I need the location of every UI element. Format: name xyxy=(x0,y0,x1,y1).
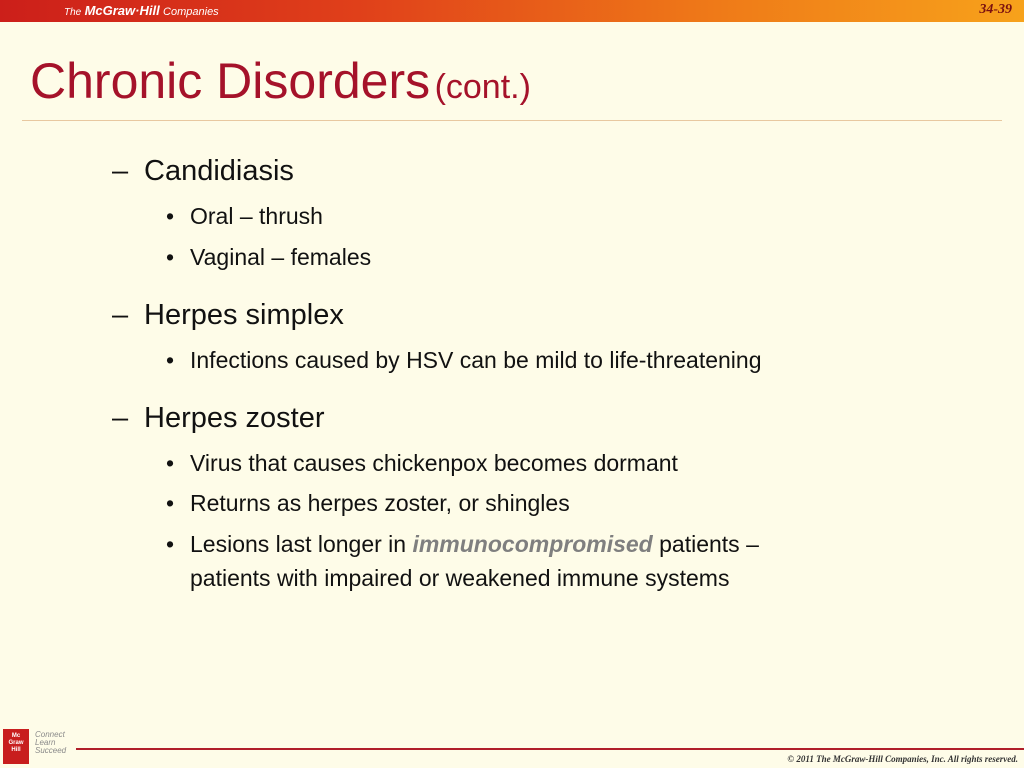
copyright-notice: © 2011 The McGraw-Hill Companies, Inc. All rights reserved. xyxy=(787,754,1018,764)
bullet-item xyxy=(166,450,678,477)
logo-line: Mc xyxy=(11,733,21,739)
title-main: Chronic Disorders xyxy=(30,53,431,109)
bullet-item-immunocompromised xyxy=(166,531,759,558)
bullet-text: Returns as herpes zoster, or shingles xyxy=(190,490,570,516)
footer-divider xyxy=(76,748,1024,750)
bullet-marker: • xyxy=(166,490,175,516)
bullet-continuation: patients with impaired or weakened immune systems xyxy=(190,565,730,591)
section-heading-herpes-zoster xyxy=(112,402,325,435)
bullet-item xyxy=(166,347,762,374)
bullet-text: Vaginal – females xyxy=(190,244,372,270)
bullet-text: Infections caused by HSV can be mild to life-threatening xyxy=(190,347,762,373)
bullet-marker: • xyxy=(166,450,175,476)
logo-line: Graw xyxy=(8,740,24,746)
brand-name: McGraw·Hill xyxy=(84,3,160,18)
bullet-marker: • xyxy=(166,531,175,557)
section-heading-text: Herpes zoster xyxy=(144,402,325,434)
emphasized-term: immunocompromised xyxy=(412,531,653,557)
tagline-line: Learn xyxy=(35,738,56,747)
bullet-text: Oral – thrush xyxy=(190,203,323,229)
dash-marker: – xyxy=(112,299,129,331)
bullet-item xyxy=(166,203,323,230)
bullet-text: patients – xyxy=(652,531,759,557)
bullet-item xyxy=(166,490,570,517)
section-heading-text: Herpes simplex xyxy=(144,299,344,331)
title-suffix: (cont.) xyxy=(434,68,531,106)
slide-number: 34-39 xyxy=(979,2,1012,17)
bullet-item xyxy=(166,244,371,271)
brand-suffix: Companies xyxy=(163,6,219,18)
brand-prefix: The xyxy=(64,7,82,18)
tagline-line: Connect xyxy=(35,730,65,739)
bullet-text: Lesions last longer in xyxy=(190,531,413,557)
section-heading-herpes-simplex xyxy=(112,299,344,332)
bullet-marker: • xyxy=(166,244,175,270)
dash-marker: – xyxy=(112,155,129,187)
logo-line: Hill xyxy=(11,747,21,753)
bullet-marker: • xyxy=(166,203,175,229)
bullet-text: Virus that causes chickenpox becomes dormant xyxy=(190,450,678,476)
section-heading-candidiasis xyxy=(112,155,294,188)
bullet-marker: • xyxy=(166,347,175,373)
dash-marker: – xyxy=(112,402,129,434)
tagline-line: Succeed xyxy=(35,746,67,755)
section-heading-text: Candidiasis xyxy=(144,155,294,187)
mcgraw-hill-logo xyxy=(3,729,29,764)
logo-tagline xyxy=(35,731,66,755)
